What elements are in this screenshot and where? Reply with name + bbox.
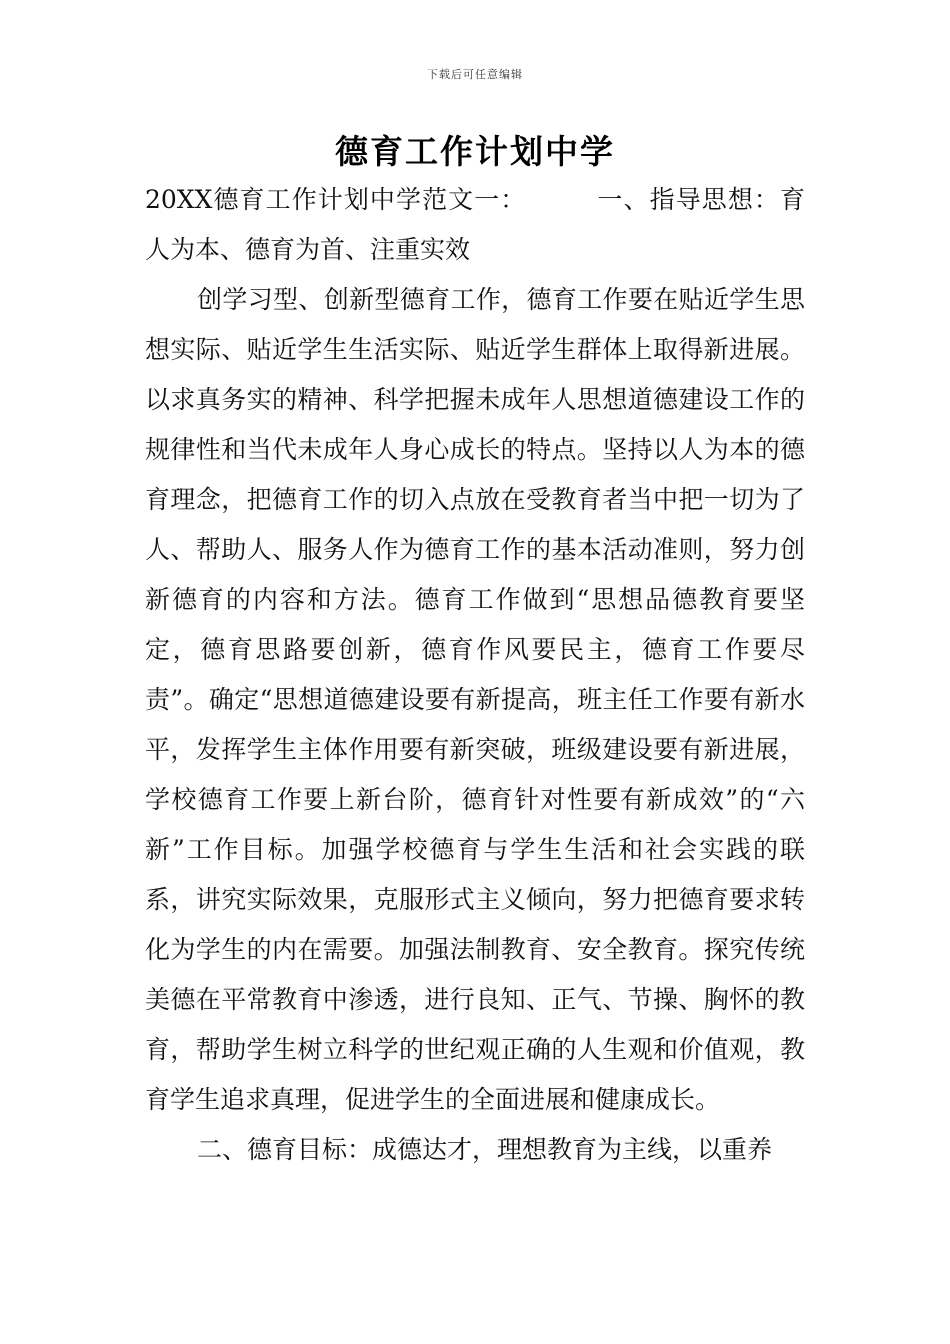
intro-paragraph — [145, 175, 805, 275]
body-paragraph-1: 创学习型、创新型德育工作，德育工作要在贴近学生思想实际、贴近学生生活实际、贴近学生群体上取得新进展。以求真务实的精神、科学把握未成年人思想道德建设工作的规律性和当代未成年人身心成长的特点。坚持以人为本的德育理念，把德育工作的切入点放在受教育者当中把一切为了人、帮助人、服务人作为德育工作的基本活动准则，努力创新德育的内容和方法。德育工作做到“思想品德教育要坚定，德育思路要创新，德育作风要民主，德育工作要尽责”。确定“思想道德建设要有新提高，班主任工作要有新水平，发挥学生主体作用要有新突破，班级建设要有新进展，学校德育工作要上新台阶，德育针对性要有新成效”的“六新”工作目标。加强学校德育与学生生活和社会实践的联系，讲究实际效果，克服形式主义倾向，努力把德育要求转化为学生的内在需要。加强法制教育、安全教育。探究传统美德在平常教育中渗透，进行良知、正气、节操、胸怀的教育，帮助学生树立科学的世纪观正确的人生观和价值观，教育学生追求真理，促进学生的全面进展和健康成长。 — [145, 285, 805, 1114]
document-title: 德育工作计划中学 — [335, 132, 615, 171]
page-header-note: 下载后可任意编辑 — [427, 68, 523, 81]
intro-lead: 20XX德育工作计划中学范文一： — [145, 185, 527, 214]
intro-rest: 一、指导思想：育人为本、德育为首、注重实效 — [145, 185, 805, 264]
document-body — [145, 175, 805, 1175]
body-paragraph-2: 二、德育目标：成德达才，理想教育为主线，以重养 — [197, 1135, 773, 1164]
